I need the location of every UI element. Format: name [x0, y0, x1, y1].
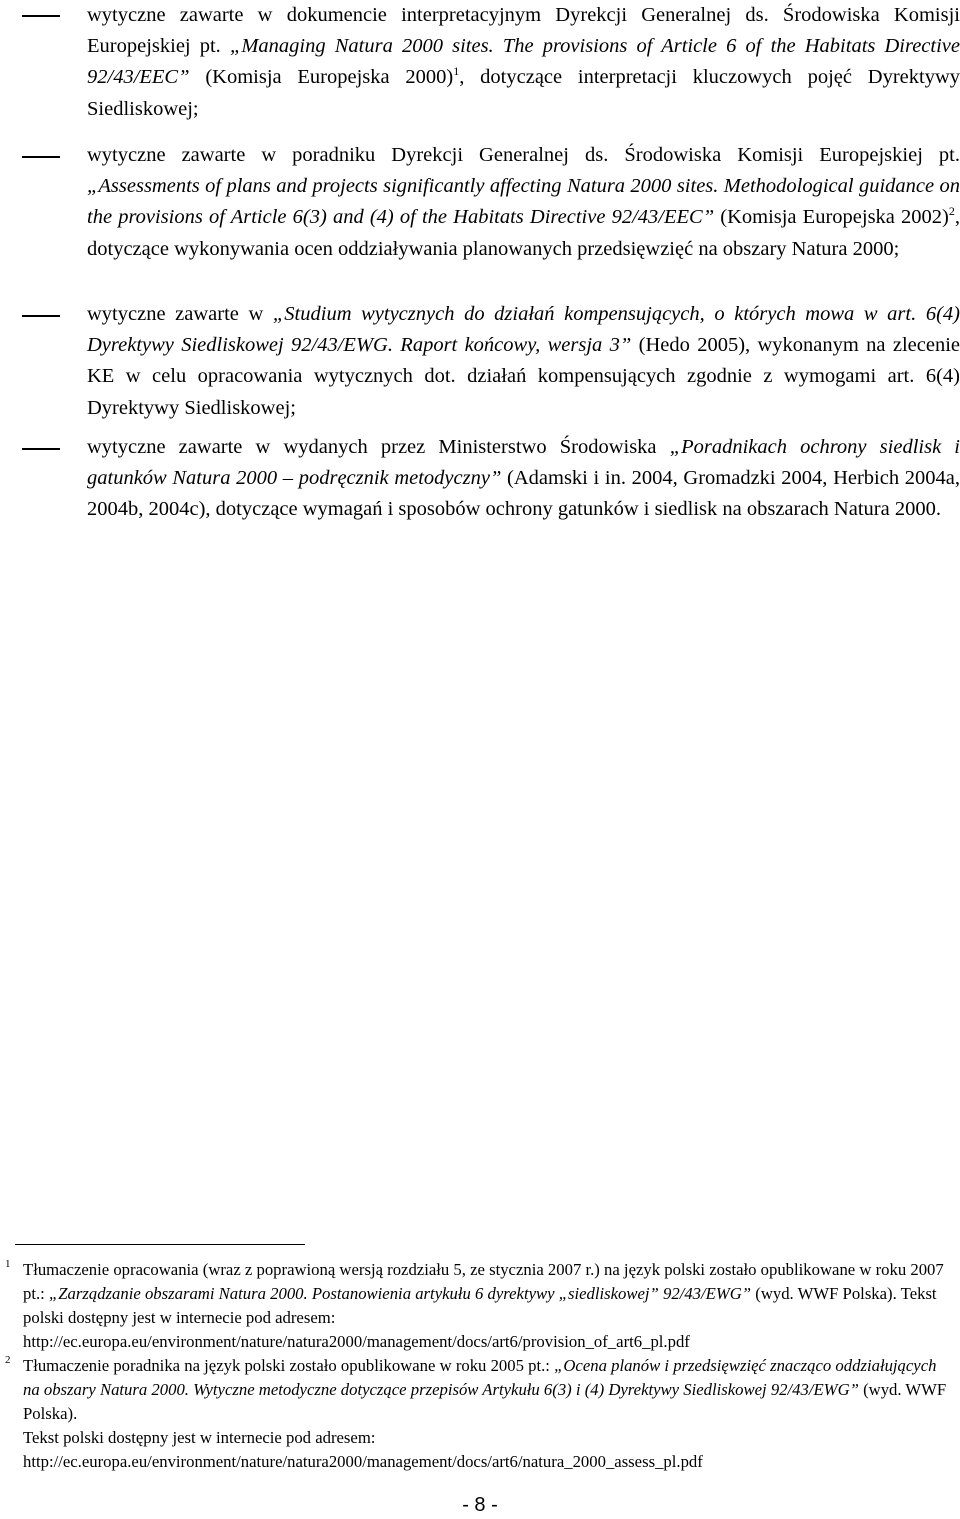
- list-item: [87, 299, 960, 424]
- text-run: (Hedo 2005), wykonanym na zlecenie KE w celu opracowania wytycznych dot. działań kompensujących zgodnie z wymogami art. 6(4) Dyrektywy Siedliskowej;: [87, 334, 960, 419]
- text-run: Tekst polski dostępny jest w internecie pod adresem:: [23, 1428, 376, 1447]
- italic-run: „Assessments of plans and projects significantly affecting Natura 2000 sites. Methodological guidance on the provisions of Article 6(3) and (4) of the Habitats Directive 92/43/EEC”: [87, 175, 960, 229]
- italic-run: „Zarządzanie obszarami Natura 2000. Postanowienia artykułu 6 dyrektywy „siedliskowej” 92/43/EWG”: [48, 1284, 752, 1303]
- text-run: Tłumaczenie poradnika na język polski zostało opublikowane w roku 2005 pt.:: [23, 1356, 555, 1375]
- bullet-dash: [22, 156, 60, 158]
- list-item-text: [87, 436, 960, 520]
- bullet-dash: [22, 15, 60, 17]
- text-run: (Adamski i in. 2004, Gromadzki 2004, Herbich 2004a, 2004b, 2004c), dotyczące wymagań i sposobów ochrony gatunków i siedlisk na obszarach Natura 2000.: [87, 467, 960, 521]
- text-run: (wyd. WWF Polska). Tekst polski dostępny jest w internecie pod adresem:: [23, 1284, 937, 1327]
- footnote-separator: [15, 1244, 305, 1245]
- text-run: http://ec.europa.eu/environment/nature/natura2000/management/docs/art6/natura_2000_assess_pl.pdf: [23, 1452, 703, 1471]
- list-item-text: [87, 303, 960, 419]
- list-item: [87, 0, 960, 125]
- list-item: [87, 140, 960, 265]
- footnote-ref: 2: [948, 204, 955, 219]
- footnote-text: [23, 1258, 953, 1354]
- list-item: [87, 432, 960, 526]
- italic-run: „Managing Natura 2000 sites. The provisions of Article 6 of the Habitats Directive 92/43/EEC”: [87, 35, 960, 89]
- footnote-ref: 1: [453, 64, 460, 79]
- footnote-text: [23, 1354, 953, 1474]
- list-item-text: [87, 144, 960, 260]
- footnote-number: 2: [5, 1354, 11, 1366]
- text-run: http://ec.europa.eu/environment/nature/natura2000/management/docs/art6/provision_of_art6_pl.pdf: [23, 1332, 690, 1351]
- text-run: Tłumaczenie opracowania (wraz z poprawioną wersją rozdziału 5, ze stycznia 2007 r.) na język polski zostało opublikowane w roku 2007 pt.:: [23, 1260, 944, 1303]
- text-run: , dotyczące interpretacji kluczowych pojęć Dyrektywy Siedliskowej;: [87, 66, 960, 120]
- text-run: , dotyczące wykonywania ocen oddziaływania planowanych przedsięwzięć na obszary Natura 2000;: [87, 206, 960, 260]
- bullet-dash: [22, 448, 60, 450]
- bullet-dash: [22, 315, 60, 317]
- text-run: wytyczne zawarte w: [87, 303, 273, 325]
- text-run: wytyczne zawarte w wydanych przez Ministerstwo Środowiska: [87, 436, 670, 458]
- italic-run: „Ocena planów i przedsięwzięć znacząco oddziałujących na obszary Natura 2000. Wytyczne metodyczne dotyczące przepisów Artykułu 6(3) i (4) Dyrektywy Siedliskowej 92/43/EWG”: [23, 1356, 937, 1399]
- text-run: (wyd. WWF Polska).: [23, 1380, 947, 1423]
- text-run: (Komisja Europejska 2002): [714, 206, 949, 229]
- italic-run: „Poradnikach ochrony siedlisk i gatunków Natura 2000 – podręcznik metodyczny”: [87, 436, 960, 490]
- page-number: - 8 -: [462, 1494, 498, 1516]
- text-run: wytyczne zawarte w dokumencie interpretacyjnym Dyrekcji Generalnej ds. Środowiska Komisji Europejskiej pt.: [87, 4, 960, 58]
- list-item-text: [87, 4, 960, 120]
- footnote-number: 1: [5, 1258, 11, 1270]
- text-run: (Komisja Europejska 2000): [189, 66, 454, 89]
- italic-run: „Studium wytycznych do działań kompensujących, o których mowa w art. 6(4) Dyrektywy Siedliskowej 92/43/EWG. Raport końcowy, wersja 3”: [87, 303, 960, 357]
- text-run: wytyczne zawarte w poradniku Dyrekcji Generalnej ds. Środowiska Komisji Europejskiej pt.: [87, 144, 960, 166]
